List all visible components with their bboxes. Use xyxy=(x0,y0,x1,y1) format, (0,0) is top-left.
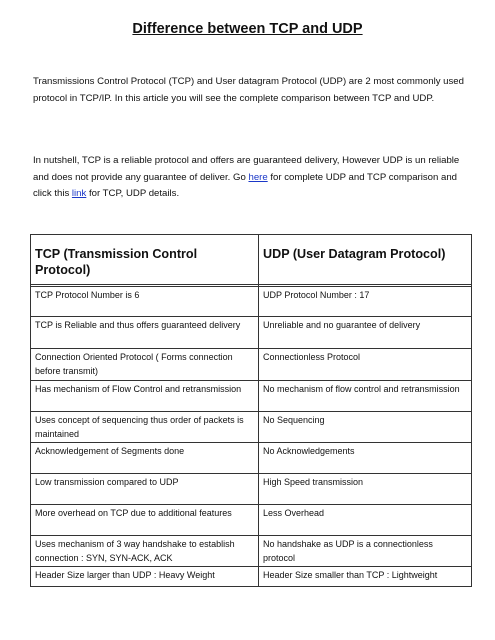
tcp-cell: Uses concept of sequencing thus order of packets is maintained xyxy=(31,412,259,443)
udp-cell: No Sequencing xyxy=(259,412,472,443)
tcp-cell: Low transmission compared to UDP xyxy=(31,474,259,505)
tcp-cell: Uses mechanism of 3 way handshake to establish connection : SYN, SYN-ACK, ACK xyxy=(31,536,259,567)
table-row xyxy=(31,536,472,567)
details-link[interactable]: link xyxy=(71,188,87,199)
tcp-cell: More overhead on TCP due to additional features xyxy=(31,505,259,536)
table-row xyxy=(31,412,472,443)
here-link[interactable]: here xyxy=(248,171,268,183)
header-udp: UDP (User Datagram Protocol) xyxy=(259,235,472,285)
udp-cell: Header Size smaller than TCP : Lightweight xyxy=(259,567,472,587)
intro-paragraph: Transmissions Control Protocol (TCP) and User datagram Protocol (UDP) are 2 most commonly used protocol in TCP/IP. In this article you will see the complete comparison between TCP and UDP. xyxy=(33,76,464,104)
summary-text-3: for TCP, UDP details. xyxy=(86,188,180,199)
table-row xyxy=(31,505,472,536)
summary-text-1: In nutshell, TCP is a reliable protocol and offers are guaranteed delivery, However UDP is un reliable and does not provide any guarantee of deliver. Go xyxy=(33,155,460,183)
tcp-cell: Has mechanism of Flow Control and retransmission xyxy=(31,381,259,412)
tcp-cell: TCP is Reliable and thus offers guaranteed delivery xyxy=(31,317,259,349)
udp-cell: No Acknowledgements xyxy=(259,443,472,474)
udp-cell: UDP Protocol Number : 17 xyxy=(259,287,472,317)
udp-cell: Unreliable and no guarantee of delivery xyxy=(259,317,472,349)
header-tcp: TCP (Transmission Control Protocol) xyxy=(31,235,259,285)
table-row xyxy=(31,474,472,505)
tcp-cell: Connection Oriented Protocol ( Forms connection before transmit) xyxy=(31,349,259,381)
udp-cell: High Speed transmission xyxy=(259,474,472,505)
table-row xyxy=(31,381,472,412)
table-row xyxy=(31,317,472,349)
document-title: Difference between TCP and UDP xyxy=(132,21,363,37)
tcp-cell: Header Size larger than UDP : Heavy Weight xyxy=(31,567,259,587)
table-header-row xyxy=(31,235,472,285)
table-row xyxy=(31,443,472,474)
comparison-table xyxy=(30,234,472,587)
table-row xyxy=(31,287,472,317)
tcp-cell: TCP Protocol Number is 6 xyxy=(31,287,259,317)
udp-cell: No mechanism of flow control and retransmission xyxy=(259,381,472,412)
table-row xyxy=(31,349,472,381)
summary-paragraph xyxy=(33,153,471,203)
summary-text-2: for complete UDP and TCP comparison and click this xyxy=(33,171,457,199)
udp-cell: No handshake as UDP is a connectionless protocol xyxy=(259,536,472,567)
udp-cell: Connectionless Protocol xyxy=(259,349,472,381)
table-row xyxy=(31,567,472,587)
udp-cell: Less Overhead xyxy=(259,505,472,536)
tcp-cell: Acknowledgement of Segments done xyxy=(31,443,259,474)
